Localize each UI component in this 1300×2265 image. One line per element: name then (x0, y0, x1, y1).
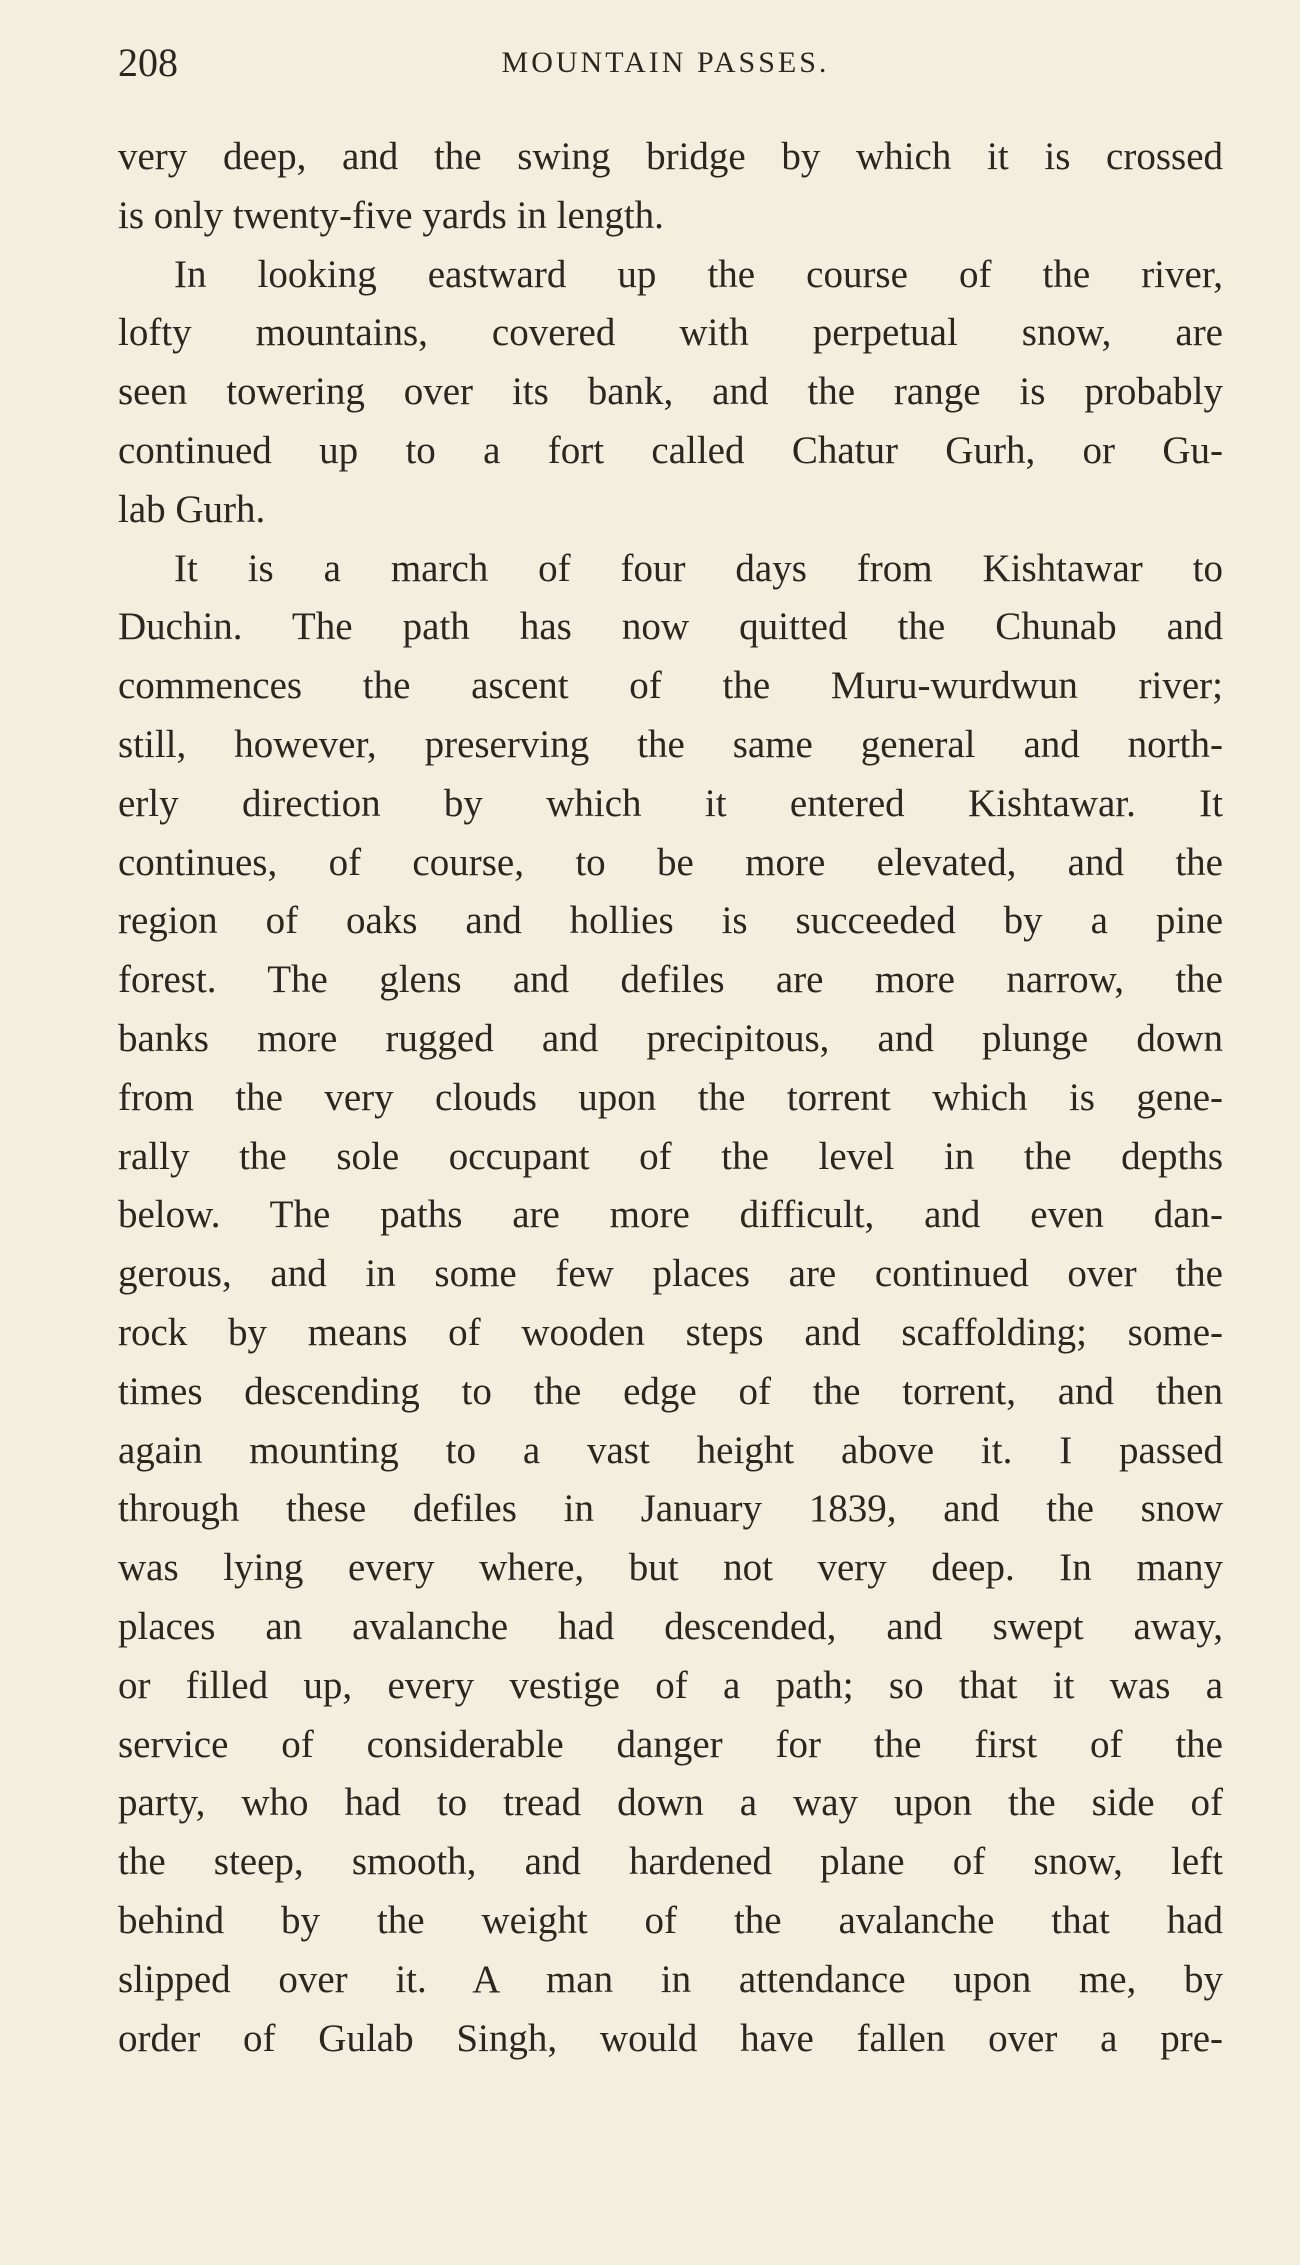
text-line: order of Gulab Singh, would have fallen over a pre- (118, 2016, 1223, 2060)
text-line: continues, of course, to be more elevated, and the (118, 840, 1223, 884)
text-line: lofty mountains, covered with perpetual snow, are (118, 311, 1223, 355)
text-line: forest. The glens and defiles are more narrow, the (118, 958, 1223, 1002)
text-line: through these defiles in January 1839, and the snow (118, 1487, 1223, 1531)
text-line: the steep, smooth, and hardened plane of snow, left (118, 1840, 1223, 1884)
text-line: was lying every where, but not very deep. In many (118, 1546, 1223, 1590)
text-line: times descending to the edge of the torrent, and then (118, 1369, 1223, 1413)
paragraph (118, 128, 1223, 246)
text-line: erly direction by which it entered Kishtawar. It (118, 781, 1223, 825)
text-line: Duchin. The path has now quitted the Chunab and (118, 605, 1223, 649)
text-line: places an avalanche had descended, and swept away, (118, 1604, 1223, 1648)
text-line: gerous, and in some few places are continued over the (118, 1252, 1223, 1296)
text-line: very deep, and the swing bridge by which it is crossed (118, 135, 1223, 178)
text-line: service of considerable danger for the first of the (118, 1722, 1223, 1766)
text-line: party, who had to tread down a way upon the side of (118, 1781, 1223, 1825)
text-line: seen towering over its bank, and the range is probably (118, 370, 1223, 414)
text-line: slipped over it. A man in attendance upon me, by (118, 1957, 1223, 2001)
text-line: In looking eastward up the course of the river, (174, 252, 1223, 296)
paragraph (118, 540, 1223, 2069)
text-line: from the very clouds upon the torrent which is gene- (118, 1075, 1223, 1119)
text-line: lab Gurh. (118, 487, 266, 531)
text-line: behind by the weight of the avalanche that had (118, 1898, 1223, 1942)
text-line: rock by means of wooden steps and scaffolding; some- (118, 1310, 1223, 1354)
page-number: 208 (118, 40, 178, 85)
paragraph (118, 246, 1223, 540)
text-line: again mounting to a vast height above it. I passed (118, 1428, 1223, 1472)
body-text (118, 128, 1223, 2068)
running-title: MOUNTAIN PASSES. (501, 46, 830, 79)
text-line: banks more rugged and precipitous, and plunge down (118, 1016, 1223, 1060)
text-line: It is a march of four days from Kishtawar to (174, 546, 1223, 590)
text-line: is only twenty-five yards in length. (118, 193, 664, 237)
running-head (118, 38, 1213, 88)
text-line: below. The paths are more difficult, and even dan- (118, 1193, 1223, 1237)
text-line: rally the sole occupant of the level in the depths (118, 1134, 1223, 1178)
text-line: still, however, preserving the same general and north- (118, 722, 1223, 766)
text-line: continued up to a fort called Chatur Gurh, or Gu- (118, 428, 1223, 472)
text-line: region of oaks and hollies is succeeded by a pine (118, 899, 1223, 943)
text-line: commences the ascent of the Muru-wurdwun river; (118, 664, 1223, 708)
text-line: or filled up, every vestige of a path; so that it was a (118, 1663, 1223, 1707)
